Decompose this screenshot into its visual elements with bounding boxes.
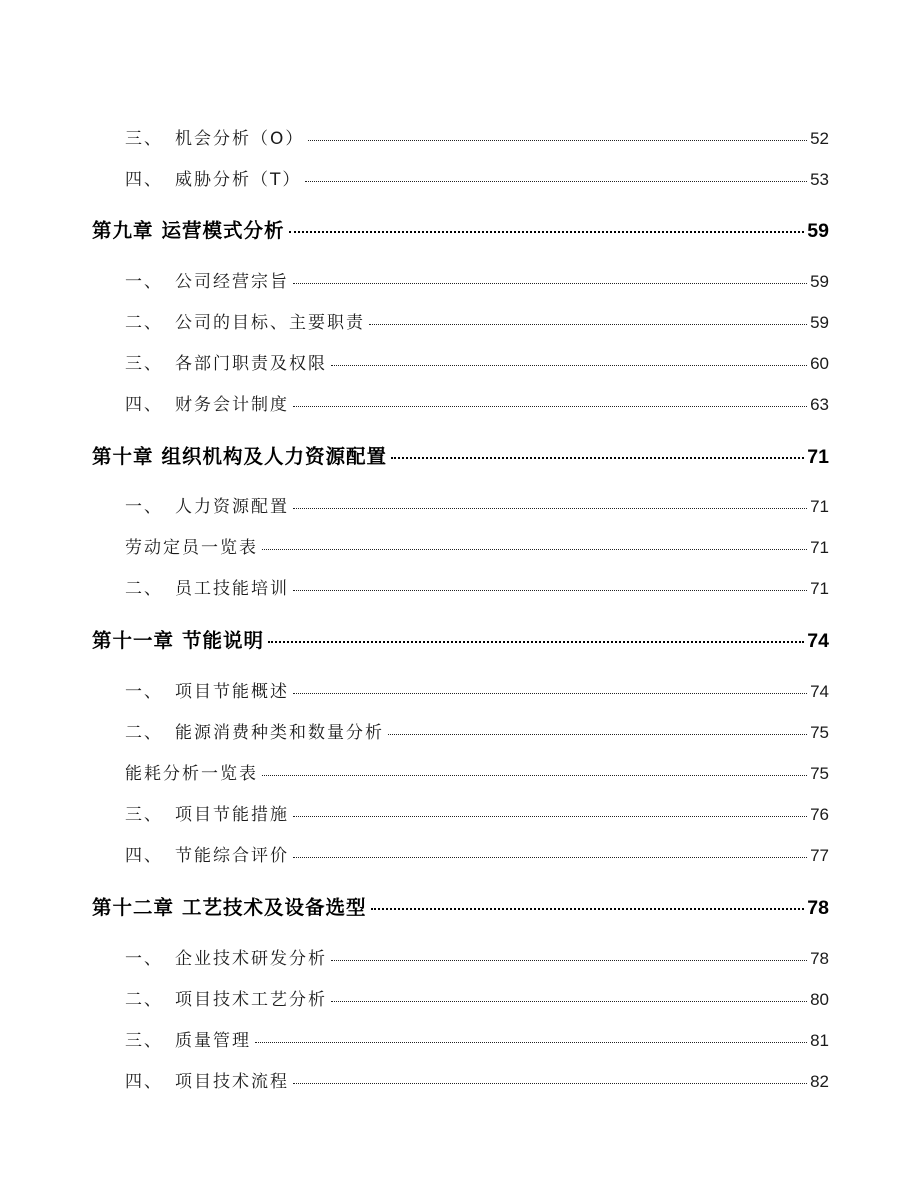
toc-entry-section[interactable]: [125, 492, 829, 517]
dot-leader: [268, 641, 804, 643]
toc-page-number: 53: [810, 170, 829, 189]
dot-leader: [331, 1001, 807, 1002]
toc-entry-label: 四、 威胁分析（T）: [125, 170, 302, 190]
toc-entry-chapter[interactable]: [92, 441, 829, 469]
toc-entry-table[interactable]: [125, 533, 829, 558]
toc-entry-label: 二、 员工技能培训: [125, 579, 289, 599]
toc-chapter-label: 第十一章 节能说明: [92, 629, 265, 652]
dot-leader: [262, 775, 807, 776]
toc-entry-section[interactable]: [125, 800, 829, 825]
dot-leader: [289, 231, 805, 233]
toc-entry-section[interactable]: [125, 308, 829, 333]
toc-entry-chapter[interactable]: [92, 625, 829, 653]
toc-entry-label: 二、 公司的目标、主要职责: [125, 313, 365, 333]
toc-entry-label: 一、 企业技术研发分析: [125, 949, 327, 969]
dot-leader: [262, 549, 807, 550]
toc-entry-table[interactable]: [125, 759, 829, 784]
toc-page-number: 71: [810, 579, 829, 598]
toc-entry-section[interactable]: [125, 677, 829, 702]
toc-chapter-label: 第十章 组织机构及人力资源配置: [92, 445, 388, 468]
toc-entry-label: 三、 项目节能措施: [125, 805, 289, 825]
toc-entry-label: 二、 项目技术工艺分析: [125, 990, 327, 1010]
dot-leader: [293, 816, 807, 817]
dot-leader: [293, 693, 807, 694]
dot-leader: [308, 140, 807, 141]
dot-leader: [255, 1042, 807, 1043]
toc-entry-section[interactable]: [125, 1026, 829, 1051]
dot-leader: [371, 908, 805, 910]
toc-page-number: 80: [810, 990, 829, 1009]
toc-page-number: 82: [810, 1072, 829, 1091]
toc-page-number: 52: [810, 129, 829, 148]
toc-page-number: 71: [810, 497, 829, 516]
toc-entry-label: 二、 能源消费种类和数量分析: [125, 723, 384, 743]
toc-entry-label: 四、 财务会计制度: [125, 395, 289, 415]
toc-page-number: 76: [810, 805, 829, 824]
toc-page-number: 63: [810, 395, 829, 414]
toc-entry-label: 能耗分析一览表: [125, 764, 258, 784]
toc-entry-section[interactable]: [125, 349, 829, 374]
dot-leader: [293, 508, 807, 509]
toc-page-number: 59: [807, 220, 829, 242]
toc-entry-chapter[interactable]: [92, 892, 829, 920]
toc-entry-section[interactable]: [125, 718, 829, 743]
toc-page-number: 78: [810, 949, 829, 968]
toc-page-number: 74: [810, 682, 829, 701]
dot-leader: [305, 181, 807, 182]
toc-page-number: 77: [810, 846, 829, 865]
toc-page-number: 71: [807, 446, 829, 468]
dot-leader: [391, 457, 804, 459]
toc-page-number: 71: [810, 538, 829, 557]
dot-leader: [293, 406, 807, 407]
toc-entry-section[interactable]: [125, 390, 829, 415]
toc-entry-section[interactable]: [125, 1067, 829, 1092]
toc-entry-label: 四、 节能综合评价: [125, 846, 289, 866]
toc-page-number: 81: [810, 1031, 829, 1050]
toc-entry-label: 三、 各部门职责及权限: [125, 354, 327, 374]
toc-page-number: 75: [810, 723, 829, 742]
toc-entry-chapter[interactable]: [92, 215, 829, 243]
toc-entry-label: 三、 质量管理: [125, 1031, 251, 1051]
dot-leader: [331, 365, 807, 366]
toc-page-number: 75: [810, 764, 829, 783]
toc-page-number: 59: [810, 313, 829, 332]
dot-leader: [388, 734, 807, 735]
toc-chapter-label: 第九章 运营模式分析: [92, 219, 285, 242]
toc-page-number: 60: [810, 354, 829, 373]
toc-entry-section[interactable]: [125, 841, 829, 866]
toc-entry-section[interactable]: [125, 267, 829, 292]
toc-page-number: 59: [810, 272, 829, 291]
dot-leader: [293, 1083, 807, 1084]
dot-leader: [369, 324, 807, 325]
dot-leader: [331, 960, 807, 961]
toc-page-number: 74: [807, 630, 829, 652]
toc-entry-label: 一、 公司经营宗旨: [125, 272, 289, 292]
toc-entry-section[interactable]: [125, 985, 829, 1010]
toc-entry-section[interactable]: [125, 944, 829, 969]
dot-leader: [293, 283, 807, 284]
toc-entry-label: 劳动定员一览表: [125, 538, 258, 558]
toc-entry-section[interactable]: [125, 165, 829, 190]
dot-leader: [293, 857, 807, 858]
dot-leader: [293, 590, 807, 591]
toc-chapter-label: 第十二章 工艺技术及设备选型: [92, 896, 367, 919]
toc-entry-label: 一、 项目节能概述: [125, 682, 289, 702]
toc-entry-label: 四、 项目技术流程: [125, 1072, 289, 1092]
toc-entry-label: 三、 机会分析（O）: [125, 129, 305, 149]
toc-entry-section[interactable]: [125, 124, 829, 149]
toc-entry-section[interactable]: [125, 574, 829, 599]
toc-page-number: 78: [807, 897, 829, 919]
toc-entry-label: 一、 人力资源配置: [125, 497, 289, 517]
